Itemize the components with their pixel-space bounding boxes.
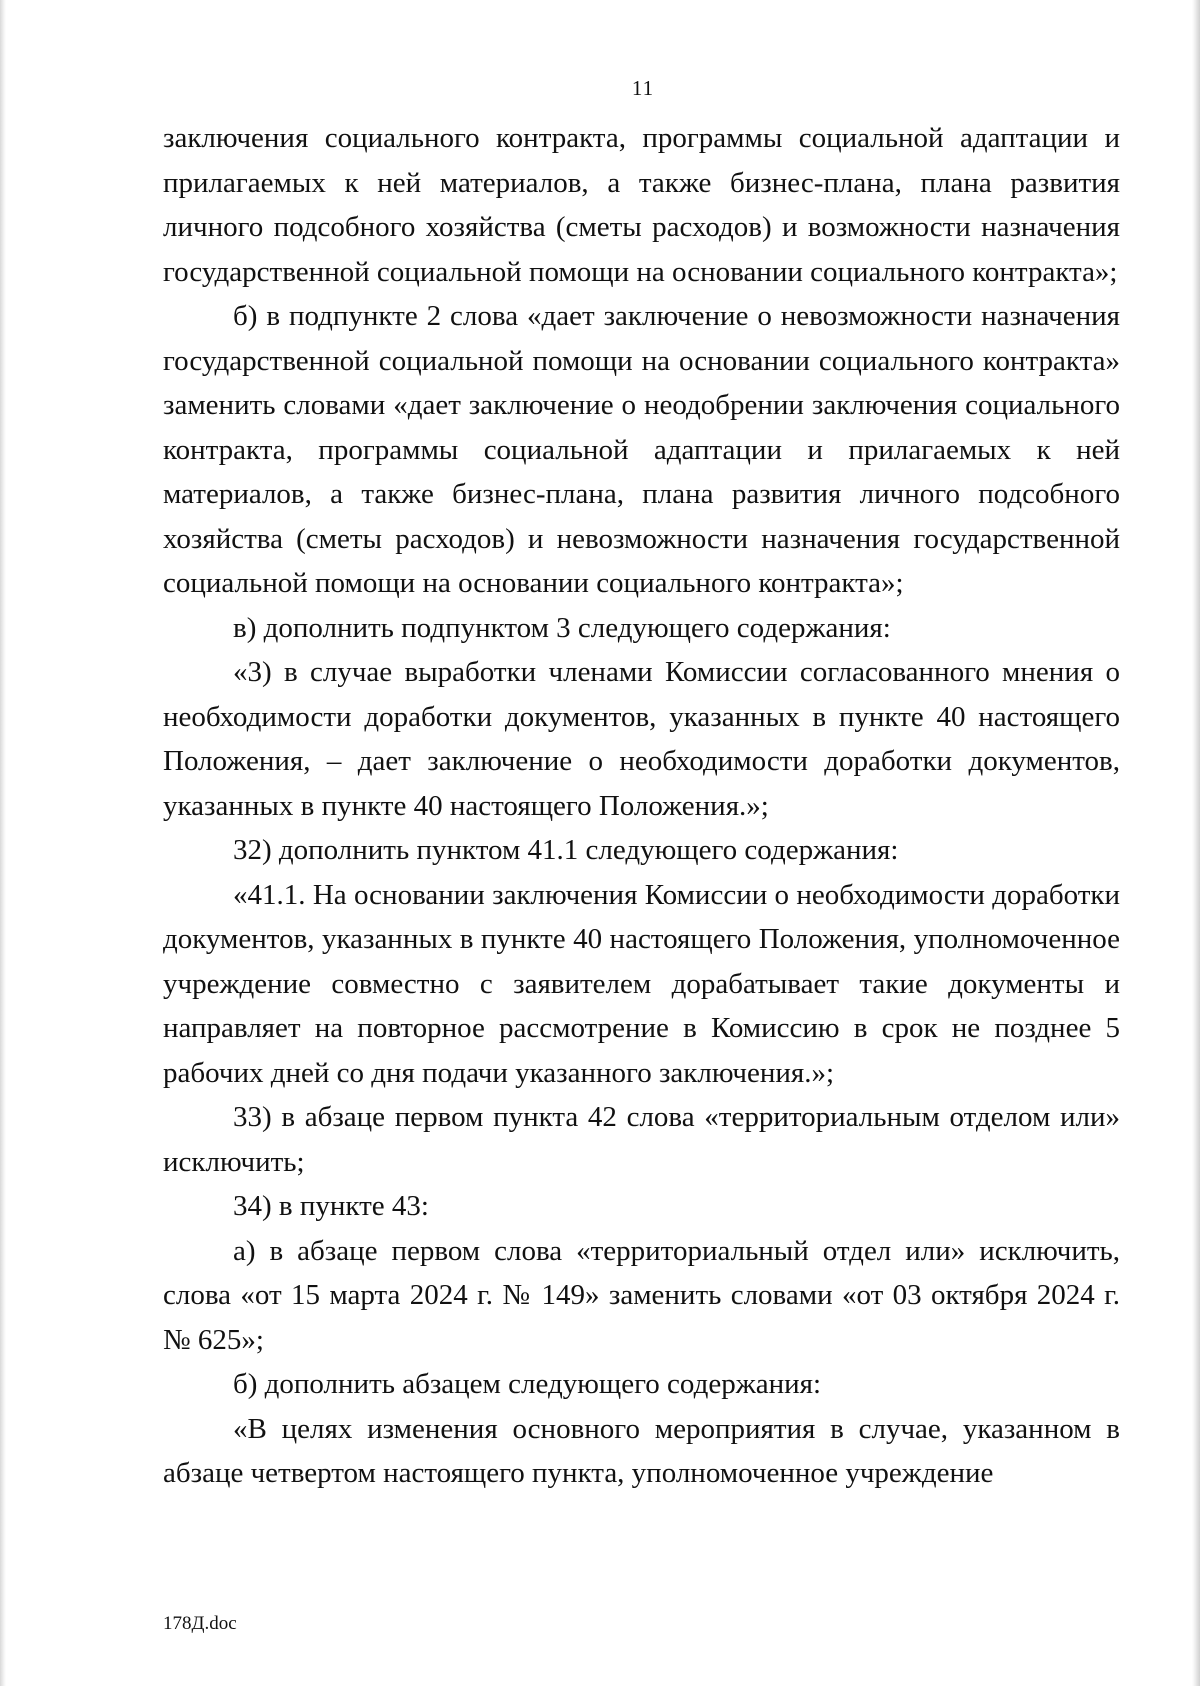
paragraph-quote-final: «В целях изменения основного мероприятия в случае, указанном в абзаце четвертом настоящего пункта, уполномоченное учреждение xyxy=(163,1412,1120,1489)
paragraph-continuation: заключения социального контракта, программы социальной адаптации и прилагаемых к ней материалов, а также бизнес-плана, плана развития личного подсобного хозяйства (сметы расходов) и возможности назначения государственной социальной помощи на основании социального контракта»; xyxy=(163,122,1120,288)
page-number: 11 xyxy=(631,76,655,100)
paragraph-subpoint-a: а) в абзаце первом слова «территориальный отдел или» исключить, слова «от 15 марта 2024 г. № 149» заменить словами «от 03 октября 2024 г. № 625»; xyxy=(163,1234,1120,1356)
paragraph-quote-3: «3) в случае выработки членами Комиссии согласованного мнения о необходимости доработки документов, указанных в пункте 40 настоящего Положения, – дает заключение о необходимости доработки документов, указанных в пункте 40 настоящего Положения.»; xyxy=(163,656,1120,822)
paragraph-subpoint-b: б) в подпункте 2 слова «дает заключение о невозможности назначения государственной социальной помощи на основании социального контракта» заменить словами «дает заключение о неодобрении заключения социального контракта, программы социальной адаптации и прилагаемых к ней материалов, а также бизнес-плана, плана развития личного подсобного хозяйства (сметы расходов) и невозможности назначения государственной социальной помощи на основании социального контракта»; xyxy=(163,300,1120,599)
paragraph-subpoint-v: в) дополнить подпунктом 3 следующего содержания: xyxy=(233,611,891,644)
scan-edge-left xyxy=(0,0,6,1686)
paragraph-point-34: 34) в пункте 43: xyxy=(233,1190,429,1222)
paragraph-subpoint-b2: б) дополнить абзацем следующего содержания: xyxy=(233,1368,822,1400)
paragraph-quote-41-1: «41.1. На основании заключения Комиссии о необходимости доработки документов, указанных в пункте 40 настоящего Положения, уполномоченное учреждение совместно с заявителем дорабатывает такие документы и направляет на повторное рассмотрение в Комиссию в срок не позднее 5 рабочих дней со дня подачи указанного заключения.»; xyxy=(163,878,1120,1089)
paragraph-point-32: 32) дополнить пунктом 41.1 следующего содержания: xyxy=(233,834,899,866)
paragraph-point-33: 33) в абзаце первом пункта 42 слова «территориальным отделом или» исключить; xyxy=(163,1101,1120,1178)
footer-filename: 178Д.doc xyxy=(163,1613,237,1634)
document-body xyxy=(163,116,1120,1496)
scan-edge-right xyxy=(1192,0,1200,1686)
